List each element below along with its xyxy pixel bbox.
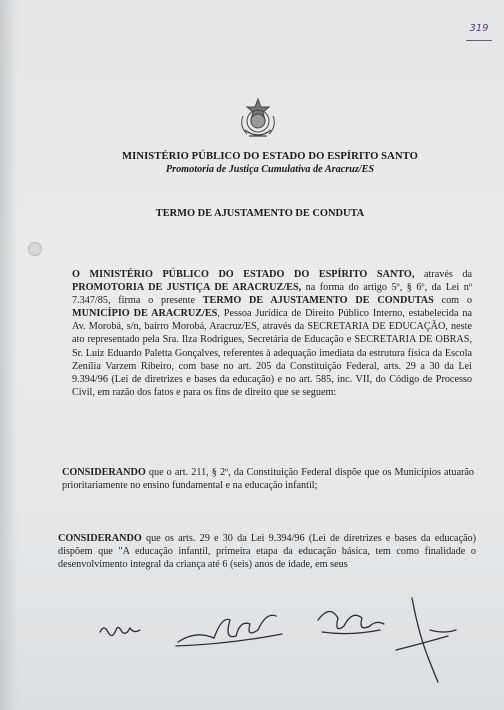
signatures [0, 590, 504, 710]
intro-text-3: com o [433, 295, 472, 307]
signature-4 [396, 598, 456, 682]
signature-2 [176, 615, 282, 646]
paragraph-considerando-1 [62, 466, 474, 492]
punch-hole [28, 242, 42, 256]
state-emblem-icon [235, 96, 281, 140]
intro-text-1: através da [414, 269, 472, 280]
paragraph-considerando-2 [58, 532, 476, 571]
header-title: MINISTÉRIO PÚBLICO DO ESTADO DO ESPÍRITO SANTO [122, 151, 418, 162]
document-title: TERMO DE AJUSTAMENTO DE CONDUTA [155, 208, 365, 219]
intro-text-2: na forma do artigo 5º, § 6º, da Lei nº 7.347/85, firma o presente [72, 282, 472, 307]
termo-name: TERMO DE AJUSTAMENTO DE CONDUTAS [202, 295, 434, 307]
considerando-label-2: CONSIDERANDO [58, 533, 142, 544]
header-subtitle: Promotoria de Justiça Cumulativa de Aracruz/ES [165, 164, 375, 175]
considerando-text-1: que o art. 211, § 2º, da Constituição Federal dispõe que os Municípios atuarão prioritariamente no ensino fundamental e na educação infantil; [62, 467, 474, 492]
page-number: 319 [466, 18, 492, 41]
intro-text-4: , Pessoa Jurídica de Direito Público Interno, estabelecida na Av. Morobá, s/n, bairro Morobá, Aracruz/ES, através da SECRETARIA DE EDUCAÇÃO, neste ato representado pela Sra. Ilza Rodrigues, Secretária de Educação e SECRETARIA DE OBRAS, Sr. Luiz Eduardo Paletta Gonçalves, referentes à adequação imediata da estrutura física da Escola Zenília Varzem Ribeiro, com base no art. 205 da Constituição Federal, arts. 29 a 30 da Lei 9.394/96 (Lei de diretrizes e bases da educação) e no art. 585, inc. VII, do Código de Processo Civil, em razão dos fatos e para os fins de direito que se seguem: [72, 308, 473, 398]
signature-3 [318, 611, 384, 633]
considerando-label-1: CONSIDERANDO [62, 467, 146, 478]
paragraph-intro [72, 268, 472, 399]
considerando-text-2: que os arts. 29 e 30 da Lei 9.394/96 (Lei de diretrizes e bases da educação) dispõem que "A educação infantil, primeira etapa da educação básica, tem como finalidade o desenvolvimento integral da criança até 6 (seis) anos de idade, em seus [58, 533, 476, 571]
promotoria-name: PROMOTORIA DE JUSTIÇA DE ARACRUZ/ES, [72, 282, 302, 294]
org-name: O MINISTÉRIO PÚBLICO DO ESTADO DO ESPÍRITO SANTO, [72, 269, 415, 280]
municipio-name: MUNICÍPIO DE ARACRUZ/ES [72, 308, 218, 320]
signature-1 [100, 627, 140, 635]
